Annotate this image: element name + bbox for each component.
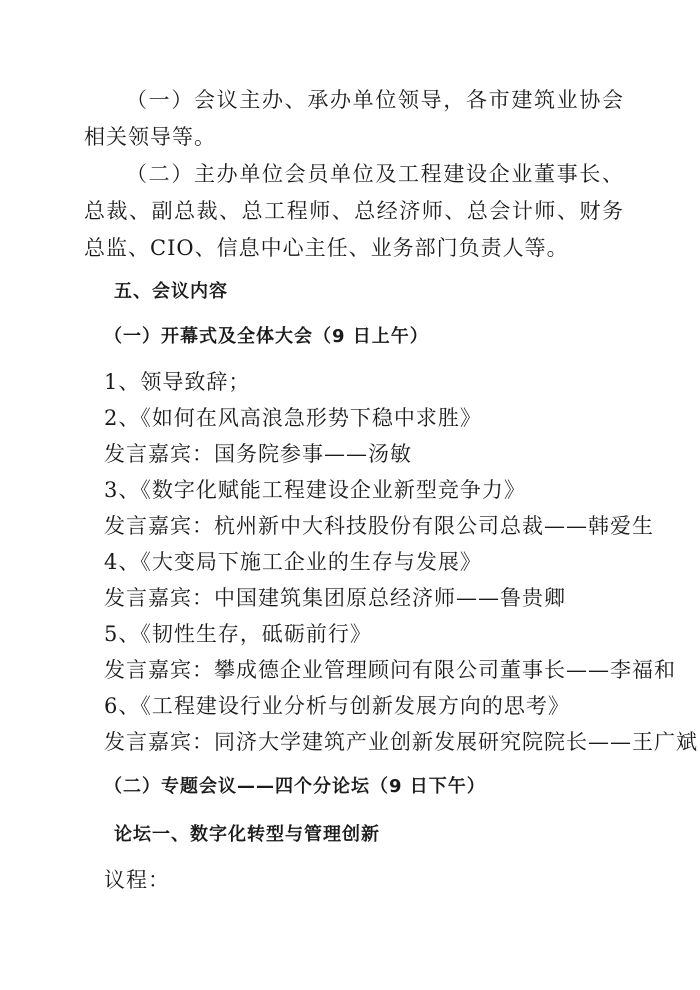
agenda-item-4-speaker: 发言嘉宾：中国建筑集团原总经济师——鲁贵卿 — [104, 586, 566, 610]
agenda-item-3-title: 3、《数字化赋能工程建设企业新型竞争力》 — [104, 478, 526, 502]
agenda-item-3-speaker: 发言嘉宾：杭州新中大科技股份有限公司总裁——韩爱生 — [104, 514, 654, 538]
agenda-item-5-title: 5、《韧性生存，砥砺前行》 — [104, 622, 372, 646]
agenda-item-4-title: 4、《大变局下施工企业的生存与发展》 — [104, 550, 482, 574]
agenda-item-2-speaker: 发言嘉宾：国务院参事——汤敏 — [104, 442, 412, 466]
agenda-item-2-title: 2、《如何在风高浪急形势下稳中求胜》 — [104, 406, 482, 430]
intro-item-1: （一）会议主办、承办单位领导，各市建筑业协会相关领导等。 — [84, 88, 624, 149]
part2-heading: （二）专题会议——四个分论坛（9 日下午） — [104, 776, 486, 797]
agenda-label: 议程： — [104, 868, 170, 892]
section-heading: 五、会议内容 — [114, 281, 228, 302]
agenda-item-6-title: 6、《工程建设行业分析与创新发展方向的思考》 — [104, 694, 570, 718]
intro-item-2: （二）主办单位会员单位及工程建设企业董事长、总裁、副总裁、总工程师、总经济师、总会计师、财务总监、CIO、信息中心主任、业务部门负责人等。 — [84, 162, 624, 260]
forum1-heading: 论坛一、数字化转型与管理创新 — [114, 824, 380, 845]
agenda-item-6-speaker: 发言嘉宾：同济大学建筑产业创新发展研究院院长——王广斌 — [104, 730, 698, 754]
agenda-item-5-speaker: 发言嘉宾：攀成德企业管理顾问有限公司董事长——李福和 — [104, 658, 676, 682]
agenda-item-1: 1、领导致辞； — [104, 370, 251, 394]
part1-heading: （一）开幕式及全体大会（9 日上午） — [104, 326, 429, 347]
